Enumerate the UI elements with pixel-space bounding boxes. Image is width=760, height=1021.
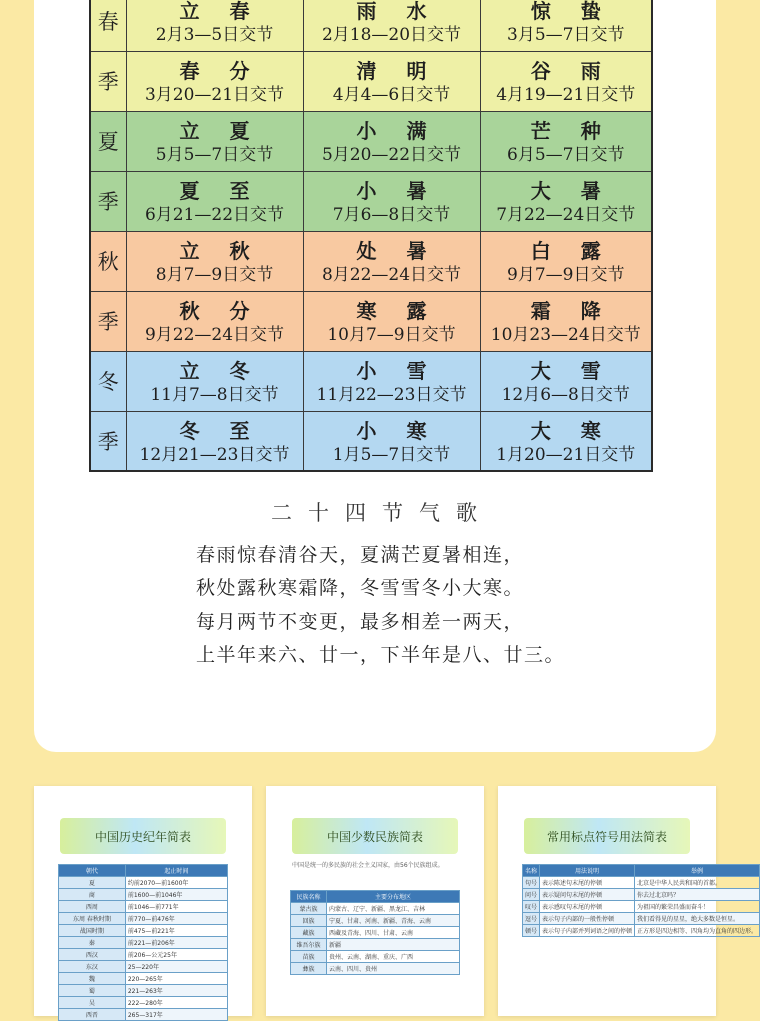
thumbnail-table-cell: 云南、四川、贵州 <box>327 963 460 975</box>
solar-term-date: 6月5—7日交节 <box>507 145 625 165</box>
solar-term-cell <box>480 351 652 411</box>
solar-term-date: 5月5—7日交节 <box>155 145 274 165</box>
table-row <box>291 927 460 939</box>
thumbnail-table-cell: 魏 <box>59 973 126 985</box>
solar-term-name: 小满 <box>356 119 457 143</box>
solar-term-name: 春分 <box>179 59 280 83</box>
thumbnail-table-cell: 西汉 <box>59 949 126 961</box>
table-row <box>291 951 460 963</box>
solar-term-cell <box>126 291 303 351</box>
solar-term-date: 2月3—5日交节 <box>155 25 274 46</box>
thumbnail-table-cell: 前1600—前1046年 <box>125 889 227 901</box>
solar-term-date: 6月21—22日交节 <box>144 205 285 225</box>
solar-term-name: 清明 <box>356 59 457 83</box>
thumbnail-table-cell: 内蒙古、辽宁、新疆、黑龙江、吉林 <box>327 903 460 915</box>
solar-term-name: 小雪 <box>356 359 457 383</box>
thumbnail-table-cell: 221—263年 <box>125 985 227 997</box>
table-row <box>59 949 228 961</box>
thumbnail-table-cell: 220—265年 <box>125 973 227 985</box>
thumbnail-table-cell: 宁夏、甘肃、河南、新疆、青海、云南 <box>327 915 460 927</box>
thumbnail-table-cell: 前221—前206年 <box>125 937 227 949</box>
solar-term-name: 大雪 <box>530 359 631 383</box>
season-label: 春 <box>90 0 126 51</box>
thumbnail-title: 中国少数民族简表 <box>326 830 423 844</box>
thumbnail-table-cell: 为祖国的繁荣昌盛而奋斗！ <box>635 901 760 913</box>
solar-term-date: 10月23—24日交节 <box>490 325 641 345</box>
thumbnail-table-cell: 顿号 <box>523 925 540 937</box>
season-label: 冬 <box>90 351 126 411</box>
season-row-summer <box>90 171 652 231</box>
table-row <box>59 997 228 1009</box>
solar-term-name: 大寒 <box>530 418 631 443</box>
season-row-autumn <box>90 231 652 291</box>
thumbnail-table <box>522 864 760 937</box>
thumbnail-table-cell: 苗族 <box>291 951 327 963</box>
song-line-3: 每月两节不变更，最多相差一两天， <box>196 611 525 633</box>
thumbnail-table-cell: 北京是中华人民共和国的首都。 <box>635 877 760 889</box>
solar-term-date: 4月19—21日交节 <box>496 85 636 105</box>
solar-term-cell <box>303 291 480 351</box>
thumbnail-intro: 中国是统一的多民族的社会主义国家，由56个民族组成。 <box>292 862 444 869</box>
solar-term-cell <box>303 111 480 171</box>
solar-term-cell <box>480 111 652 171</box>
thumbnail-table-cell: 25—220年 <box>125 961 227 973</box>
season-row-spring <box>90 0 652 51</box>
thumbnail-table-cell: 265—317年 <box>125 1009 227 1021</box>
season-row-winter <box>90 351 652 411</box>
table-row <box>291 903 460 915</box>
table-row <box>523 925 760 937</box>
thumbnail-table-header: 主要分布地区 <box>327 891 460 903</box>
solar-term-date: 10月7—9日交节 <box>327 325 456 345</box>
thumbnail-table-cell: 藏族 <box>291 927 327 939</box>
solar-term-cell <box>480 171 652 231</box>
thumbnail-table-header: 用法说明 <box>540 865 635 877</box>
thumbnail-table-cell: 你去过北京吗？ <box>635 889 760 901</box>
thumbnail-title: 常用标点符号用法简表 <box>546 830 667 844</box>
solar-term-name: 立春 <box>179 0 280 24</box>
season-row-winter <box>90 411 652 471</box>
song-line-2: 秋处露秋寒霜降，冬雪雪冬小大寒。 <box>196 577 525 599</box>
table-row <box>523 913 760 925</box>
table-row <box>59 877 228 889</box>
table-row <box>291 939 460 951</box>
thumbnail-table-cell: 回族 <box>291 915 327 927</box>
thumbnail-table-cell: 句号 <box>523 877 540 889</box>
solar-term-cell <box>303 171 480 231</box>
solar-term-cell <box>480 411 652 471</box>
solar-term-name: 霜降 <box>530 299 631 323</box>
solar-term-date: 7月6—8日交节 <box>332 205 451 225</box>
thumbnail-table-cell: 秦 <box>59 937 126 949</box>
table-row <box>523 889 760 901</box>
thumbnail-table-cell: 表示疑问句末尾的停顿 <box>540 889 635 901</box>
thumbnail-table-cell: 约前2070—前1600年 <box>125 877 227 889</box>
solar-term-date: 4月4—6日交节 <box>332 85 451 105</box>
thumbnail-table-cell: 东周 春秋时期 <box>59 913 126 925</box>
thumbnail-table-cell: 表示句子内部的一般性停顿 <box>540 913 635 925</box>
table-row <box>59 961 228 973</box>
thumbnail-ethnic-groups[interactable] <box>266 786 484 1016</box>
solar-term-name: 谷雨 <box>530 59 631 83</box>
season-label: 季 <box>90 51 126 111</box>
thumbnail-table-cell: 贵州、云南、湖南、重庆、广西 <box>327 951 460 963</box>
table-row <box>59 913 228 925</box>
solar-term-cell <box>480 0 652 51</box>
solar-term-name: 雨水 <box>356 0 457 24</box>
solar-term-cell <box>126 111 303 171</box>
thumbnail-table-cell: 前475—前221年 <box>125 925 227 937</box>
thumbnail-table-cell: 吴 <box>59 997 126 1009</box>
thumbnail-table-cell: 西藏及青海、四川、甘肃、云南 <box>327 927 460 939</box>
solar-term-name: 冬至 <box>179 418 280 443</box>
thumbnail-table-cell: 东汉 <box>59 961 126 973</box>
table-row <box>59 1009 228 1021</box>
solar-term-date: 1月5—7日交节 <box>332 444 451 465</box>
thumbnail-table-header: 起止时间 <box>125 865 227 877</box>
solar-term-name: 芒种 <box>530 119 631 143</box>
thumbnail-table-cell: 问号 <box>523 889 540 901</box>
song-line-1: 春雨惊春清谷天，夏满芒夏暑相连， <box>196 544 525 566</box>
solar-term-cell <box>480 231 652 291</box>
song-title: 二十四节气歌 <box>271 501 493 525</box>
solar-term-cell <box>126 171 303 231</box>
season-row-spring <box>90 51 652 111</box>
solar-term-date: 9月22—24日交节 <box>144 325 285 345</box>
solar-term-cell <box>303 231 480 291</box>
solar-term-date: 3月5—7日交节 <box>507 25 625 46</box>
solar-term-cell <box>126 351 303 411</box>
solar-term-date: 8月7—9日交节 <box>155 265 274 285</box>
thumbnail-table-header: 名称 <box>523 865 540 877</box>
solar-term-name: 大暑 <box>530 179 631 203</box>
solar-term-cell <box>303 0 480 51</box>
solar-term-name: 立夏 <box>179 119 280 143</box>
season-row-summer <box>90 111 652 171</box>
thumbnail-table-cell: 前1046—前771年 <box>125 901 227 913</box>
table-row <box>59 973 228 985</box>
table-row <box>59 985 228 997</box>
thumbnail-table-cell: 新疆 <box>327 939 460 951</box>
solar-term-date: 5月20—22日交节 <box>321 145 462 165</box>
solar-term-date: 1月20—21日交节 <box>496 444 636 465</box>
thumbnail-table-cell: 表示句子内部并列词语之间的停顿 <box>540 925 635 937</box>
thumbnail-table-cell: 222—280年 <box>125 997 227 1009</box>
season-label: 夏 <box>90 111 126 171</box>
solar-term-date: 7月22—24日交节 <box>496 205 636 225</box>
solar-term-date: 8月22—24日交节 <box>321 265 462 285</box>
solar-term-name: 白露 <box>530 239 631 263</box>
solar-term-cell <box>480 51 652 111</box>
solar-term-date: 12月6—8日交节 <box>501 385 630 405</box>
thumbnail-history-chronology[interactable] <box>34 786 252 1019</box>
thumbnail-table-cell: 彝族 <box>291 963 327 975</box>
solar-term-cell <box>126 0 303 51</box>
thumbnail-table-header: 民族名称 <box>291 891 327 903</box>
season-label: 季 <box>90 411 126 471</box>
solar-term-name: 寒露 <box>356 299 457 323</box>
season-label: 季 <box>90 171 126 231</box>
thumbnail-table-cell: 蒙古族 <box>291 903 327 915</box>
table-row <box>523 901 760 913</box>
solar-term-date: 3月20—21日交节 <box>144 85 285 105</box>
solar-term-date: 2月18—20日交节 <box>321 25 462 46</box>
thumbnail-title: 中国历史纪年简表 <box>94 830 191 844</box>
table-row <box>59 937 228 949</box>
thumbnail-table-cell: 夏 <box>59 877 126 889</box>
season-label: 秋 <box>90 231 126 291</box>
solar-term-name: 小寒 <box>356 418 457 443</box>
table-row <box>59 901 228 913</box>
solar-term-date: 12月21—23日交节 <box>139 444 290 465</box>
solar-term-date: 11月7—8日交节 <box>150 385 279 405</box>
solar-term-cell <box>126 231 303 291</box>
solar-term-cell <box>126 411 303 471</box>
solar-term-name: 处暑 <box>356 239 457 263</box>
thumbnail-table-cell: 表示陈述句末尾的停顿 <box>540 877 635 889</box>
table-row <box>291 915 460 927</box>
solar-term-cell <box>480 291 652 351</box>
season-label: 季 <box>90 291 126 351</box>
solar-term-date: 9月7—9日交节 <box>507 265 625 285</box>
thumbnail-table <box>58 864 228 1021</box>
thumbnail-table-cell: 逗号 <box>523 913 540 925</box>
solar-term-name: 立秋 <box>179 239 280 263</box>
thumbnail-table-cell: 前770—前476年 <box>125 913 227 925</box>
solar-term-name: 惊蛰 <box>530 0 631 24</box>
thumbnail-table-cell: 商 <box>59 889 126 901</box>
solar-term-cell <box>303 411 480 471</box>
solar-term-cell <box>126 51 303 111</box>
thumbnail-table-cell: 正方形是四边相等、四角均为直角的四边形。 <box>635 925 760 937</box>
solar-term-cell <box>303 351 480 411</box>
table-row <box>291 963 460 975</box>
solar-term-cell <box>303 51 480 111</box>
solar-term-date: 11月22—23日交节 <box>316 385 467 405</box>
thumbnail-table-cell: 前206—公元25年 <box>125 949 227 961</box>
season-row-autumn <box>90 291 652 351</box>
thumbnail-table-header: 朝代 <box>59 865 126 877</box>
thumbnail-table-header: 举例 <box>635 865 760 877</box>
solar-term-name: 夏至 <box>179 179 280 203</box>
thumbnail-table <box>290 890 460 975</box>
solar-term-name: 秋分 <box>179 299 280 323</box>
solar-term-name: 小暑 <box>356 179 457 203</box>
thumbnail-punctuation[interactable] <box>498 786 758 1016</box>
thumbnail-table-cell: 表示感叹句末尾的停顿 <box>540 901 635 913</box>
table-row <box>59 889 228 901</box>
thumbnail-table-cell: 战国时期 <box>59 925 126 937</box>
thumbnail-table-cell: 叹号 <box>523 901 540 913</box>
thumbnail-table-cell: 西晋 <box>59 1009 126 1021</box>
solar-term-name: 立冬 <box>179 359 280 383</box>
thumbnail-table-cell: 我们看得见的星星，绝大多数是恒星。 <box>635 913 760 925</box>
song-line-4: 上半年来六、廿一，下半年是八、廿三。 <box>196 644 566 666</box>
table-row <box>523 877 760 889</box>
table-row <box>59 925 228 937</box>
solar-terms-table <box>89 0 653 472</box>
thumbnail-table-cell: 维吾尔族 <box>291 939 327 951</box>
thumbnail-table-cell: 蜀 <box>59 985 126 997</box>
thumbnail-table-cell: 西周 <box>59 901 126 913</box>
